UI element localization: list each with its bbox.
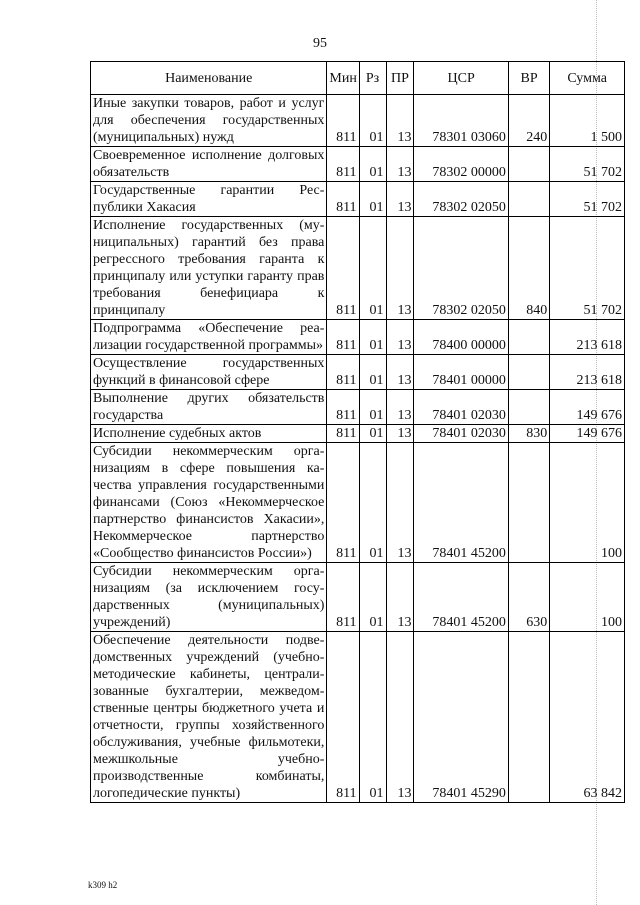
header-rz: Рз (359, 62, 386, 95)
row-vr: 830 (508, 425, 549, 443)
row-sum: 100 (550, 563, 625, 632)
row-vr (508, 443, 549, 563)
table-row (91, 182, 625, 217)
row-rz: 01 (359, 443, 386, 563)
row-pr: 13 (386, 182, 414, 217)
table-row (91, 217, 625, 320)
row-min: 811 (327, 563, 359, 632)
row-rz: 01 (359, 217, 386, 320)
row-csr: 78302 00000 (414, 147, 508, 182)
row-csr: 78302 02050 (414, 182, 508, 217)
row-pr: 13 (386, 425, 414, 443)
row-csr: 78302 02050 (414, 217, 508, 320)
row-min: 811 (327, 355, 359, 390)
row-sum: 149 676 (550, 390, 625, 425)
row-rz: 01 (359, 632, 386, 803)
row-name: Иные закупки товаров, работ и услуг для обеспечения государственных (муниципальных) нужд (91, 95, 327, 147)
row-sum: 51 702 (550, 182, 625, 217)
table-row (91, 147, 625, 182)
row-name: Выполнение других обязательств государства (91, 390, 327, 425)
row-min: 811 (327, 147, 359, 182)
row-min: 811 (327, 443, 359, 563)
table-row (91, 320, 625, 355)
header-name: Наименование (91, 62, 327, 95)
row-name: Обеспечение деятельности подведомственных учреждений (учебно-методические кабинеты, централизованные бухгалтерии, межведомственные центры бюджетного учета и отчетности, группы хозяйственного обслуживания, учебные фильмотеки, межшкольные учебно-производственные комбинаты, логопедические пункты) (91, 632, 327, 803)
header-sum: Сумма (550, 62, 625, 95)
row-min: 811 (327, 425, 359, 443)
row-vr: 840 (508, 217, 549, 320)
header-pr: ПР (386, 62, 414, 95)
row-csr: 78301 03060 (414, 95, 508, 147)
row-name: Подпрограмма «Обеспечение реализации государственной программы» (91, 320, 327, 355)
row-name: Осуществление государственных функций в финансовой сфере (91, 355, 327, 390)
table-row (91, 563, 625, 632)
row-csr: 78401 02030 (414, 425, 508, 443)
table-row (91, 355, 625, 390)
row-vr (508, 390, 549, 425)
header-vr: ВР (508, 62, 549, 95)
row-rz: 01 (359, 425, 386, 443)
row-vr (508, 182, 549, 217)
row-rz: 01 (359, 563, 386, 632)
row-pr: 13 (386, 217, 414, 320)
row-pr: 13 (386, 563, 414, 632)
table-header-row (91, 62, 625, 95)
row-name: Субсидии некоммерческим организациям в сфере повышения качества управления государственными финансами (Союз «Некоммерческое партнерство финансистов Хакасии», Некоммерческое партнерство «Сообщество финансистов России») (91, 443, 327, 563)
row-pr: 13 (386, 147, 414, 182)
row-vr (508, 355, 549, 390)
row-sum: 213 618 (550, 320, 625, 355)
budget-table (90, 61, 625, 803)
row-name: Своевременное исполнение долговых обязательств (91, 147, 327, 182)
row-name: Субсидии некоммерческим организациям (за исключением государственных (муниципальных) учреждений) (91, 563, 327, 632)
row-csr: 78401 02030 (414, 390, 508, 425)
footer-code: k309 h2 (88, 880, 118, 890)
row-sum: 51 702 (550, 147, 625, 182)
page-number: 95 (313, 36, 327, 51)
row-pr: 13 (386, 632, 414, 803)
row-vr: 240 (508, 95, 549, 147)
row-pr: 13 (386, 320, 414, 355)
row-name: Государственные гарантии Республики Хакасия (91, 182, 327, 217)
row-min: 811 (327, 95, 359, 147)
row-vr (508, 147, 549, 182)
row-pr: 13 (386, 390, 414, 425)
row-pr: 13 (386, 443, 414, 563)
header-csr: ЦСР (414, 62, 508, 95)
row-min: 811 (327, 390, 359, 425)
row-rz: 01 (359, 95, 386, 147)
table-row (91, 425, 625, 443)
row-min: 811 (327, 320, 359, 355)
row-sum: 51 702 (550, 217, 625, 320)
row-pr: 13 (386, 355, 414, 390)
row-csr: 78401 45290 (414, 632, 508, 803)
table-row (91, 390, 625, 425)
row-sum: 63 842 (550, 632, 625, 803)
row-csr: 78401 00000 (414, 355, 508, 390)
row-vr (508, 320, 549, 355)
row-sum: 213 618 (550, 355, 625, 390)
row-vr: 630 (508, 563, 549, 632)
row-csr: 78401 45200 (414, 443, 508, 563)
row-csr: 78401 45200 (414, 563, 508, 632)
row-sum: 149 676 (550, 425, 625, 443)
row-rz: 01 (359, 147, 386, 182)
row-sum: 1 500 (550, 95, 625, 147)
row-name: Исполнение государственных (муниципальных) гарантий без права регрессного требования гаранта к принципалу или уступки гаранту прав требования бенефициара к принципалу (91, 217, 327, 320)
table-row (91, 443, 625, 563)
row-rz: 01 (359, 355, 386, 390)
row-csr: 78400 00000 (414, 320, 508, 355)
row-rz: 01 (359, 320, 386, 355)
row-min: 811 (327, 182, 359, 217)
row-rz: 01 (359, 390, 386, 425)
row-sum: 100 (550, 443, 625, 563)
row-min: 811 (327, 217, 359, 320)
table-row (91, 632, 625, 803)
table-row (91, 95, 625, 147)
row-name: Исполнение судебных актов (91, 425, 327, 443)
row-vr (508, 632, 549, 803)
row-pr: 13 (386, 95, 414, 147)
row-min: 811 (327, 632, 359, 803)
header-min: Мин (327, 62, 359, 95)
row-rz: 01 (359, 182, 386, 217)
